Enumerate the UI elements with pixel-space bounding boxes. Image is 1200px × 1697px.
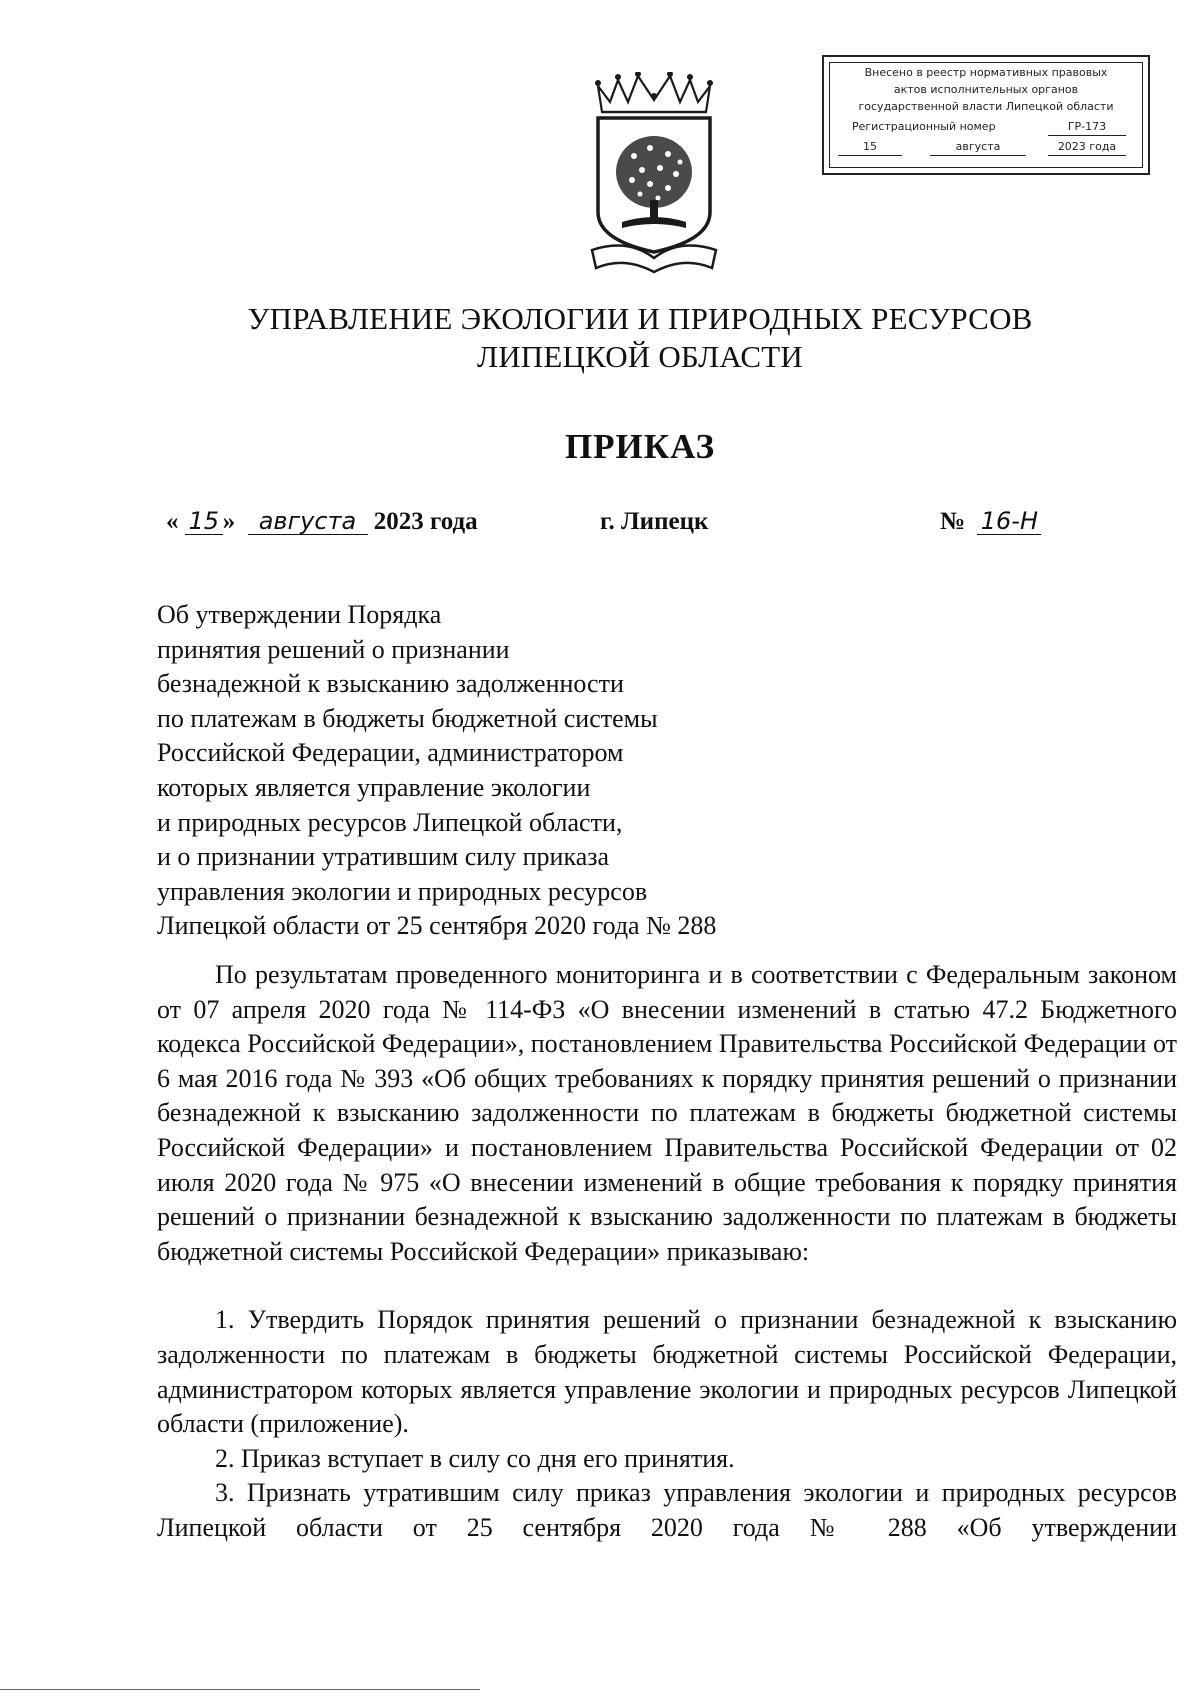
subject-line: принятия решений о признании: [157, 634, 510, 664]
subject-line: и природных ресурсов Липецкой области,: [157, 807, 623, 837]
stamp-year: 2023 года: [1048, 139, 1126, 156]
agency-title-line-2: ЛИПЕЦКОЙ ОБЛАСТИ: [476, 339, 804, 374]
order-subject: [157, 598, 857, 944]
stamp-reg-number: ГР-173: [1048, 119, 1126, 136]
stamp-month: августа: [930, 139, 1026, 156]
body-item-3: 3. Признать утратившим силу приказ управления экологии и природных ресурсов Липецкой области от 25 сентября 2020 года № 288 «Об утверждении: [157, 1478, 1177, 1542]
date-quote-open: «: [166, 508, 179, 535]
registration-stamp: [822, 55, 1150, 175]
order-number: [940, 508, 1041, 536]
subject-line: Российской Федерации, администратором: [157, 738, 624, 768]
number-handwritten: 16-Н: [977, 508, 1041, 535]
order-title: ПРИКАЗ: [564, 427, 716, 466]
stamp-day: 15: [838, 139, 902, 156]
stamp-line-2: актов исполнительных органов: [893, 83, 1079, 96]
subject-line: которых является управление экологии: [157, 772, 591, 802]
order-date: [166, 508, 478, 536]
lipetsk-coat-of-arms-icon: [588, 72, 720, 274]
body-preamble: По результатам проведенного мониторинга и в соответствии с Федеральным законом от 07 апреля 2020 года № 114-ФЗ «О внесении изменений в статью 47.2 Бюджетного кодекса Российской Федерации», постановлением Правительства Российской Федерации от 6 мая 2016 года № 393 «Об общих требованиях к порядку принятия решений о признании безнадежной к взысканию задолженности по платежам в бюджеты бюджетной системы Российской Федерации» и постановлением Правительства Российской Федерации от 02 июля 2020 года № 975 «О внесении изменений в общие требования к порядку принятия решений о признании безнадежной к взысканию задолженности по платежам в бюджеты бюджетной системы Российской Федерации» приказываю:: [157, 960, 1177, 1266]
subject-line: Липецкой области от 25 сентября 2020 года № 288: [157, 911, 717, 941]
body-item-2: 2. Приказ вступает в силу со дня его принятия.: [215, 1443, 735, 1473]
agency-title-line-1: УПРАВЛЕНИЕ ЭКОЛОГИИ И ПРИРОДНЫХ РЕСУРСОВ: [247, 301, 1033, 336]
stamp-reg-number-label: Регистрационный номер: [852, 120, 996, 133]
date-quote-close: »: [222, 508, 236, 535]
agency-title: [0, 300, 1200, 376]
date-day-handwritten: 15: [185, 508, 223, 535]
order-city: г. Липецк: [600, 508, 709, 535]
subject-line: управления экологии и природных ресурсов: [157, 876, 648, 906]
date-month-handwritten: августа: [248, 508, 368, 535]
footnote-divider: [0, 1689, 480, 1690]
subject-line: и о признании утратившим силу приказа: [157, 842, 610, 872]
number-sign: №: [940, 508, 966, 535]
stamp-line-1: Внесено в реестр нормативных правовых: [864, 66, 1108, 79]
date-year: 2023 года: [373, 508, 478, 535]
subject-line: Об утверждении Порядка: [157, 600, 442, 629]
order-body: [157, 958, 1177, 1546]
subject-line: по платежам в бюджеты бюджетной системы: [157, 703, 658, 733]
subject-line: безнадежной к взысканию задолженности: [157, 669, 624, 699]
stamp-line-3: государственной власти Липецкой области: [858, 100, 1114, 113]
body-item-1: 1. Утвердить Порядок принятия решений о признании безнадежной к взысканию задолженности по платежам в бюджеты бюджетной системы Российской Федерации, администратором которых является управление экологии и природных ресурсов Липецкой области (приложение).: [157, 1305, 1177, 1439]
